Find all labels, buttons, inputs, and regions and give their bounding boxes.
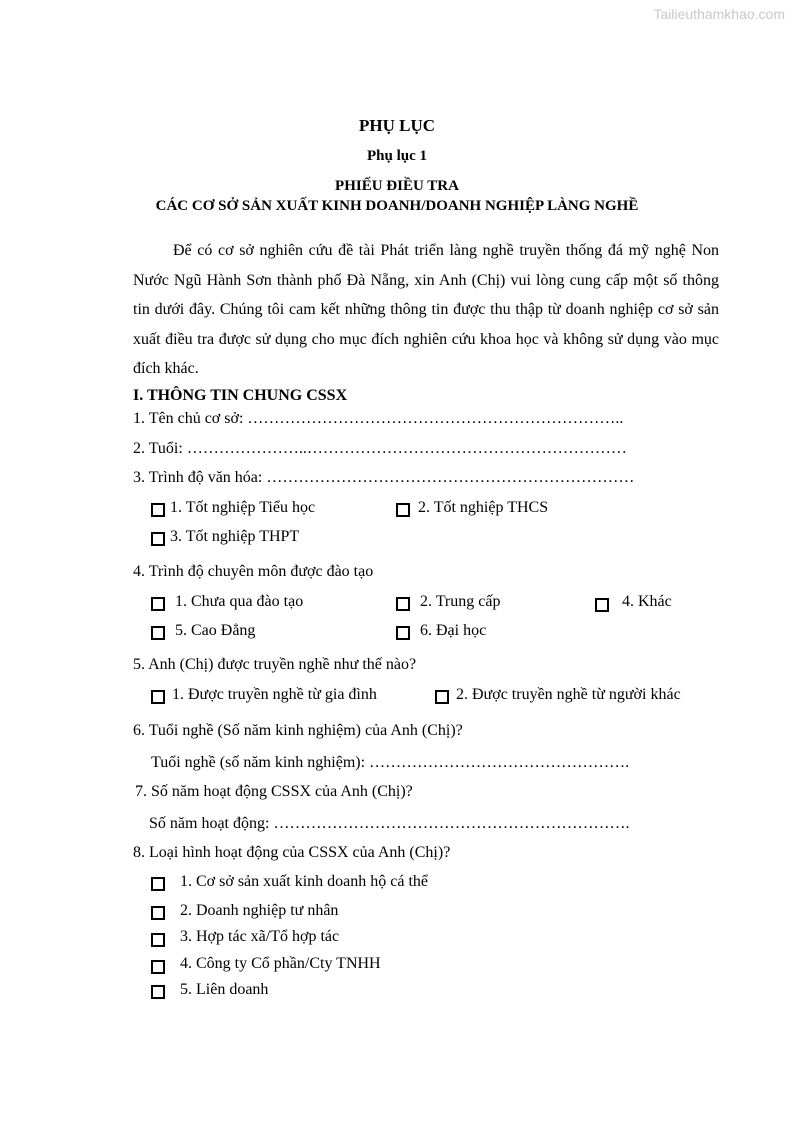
- option-label: 4. Công ty Cổ phần/Cty TNHH: [180, 955, 381, 972]
- checkbox-high-school[interactable]: [151, 532, 165, 546]
- intro-paragraph: Để có cơ sở nghiên cứu đề tài Phát triển làng nghề truyền thống đá mỹ nghệ Non Nước Ngũ Hành Sơn thành phố Đà Nẵng, xin Anh (Chị) vui lòng cung cấp một số thông tin dưới đây. Chúng tôi cam kết những thông tin được thu thập từ doanh nghiệp cơ sở sản xuất điều tra được sử dụng cho mục đích nghiên cứu khoa học và không sử dụng vào mục đích khác.: [133, 242, 719, 377]
- checkbox-joint-venture[interactable]: [151, 985, 165, 999]
- question-professional-training: 4. Trình độ chuyên môn được đào tạo: [133, 563, 374, 580]
- checkbox-other[interactable]: [595, 598, 609, 612]
- option-label: 6. Đại học: [420, 622, 487, 639]
- checkbox-from-others[interactable]: [435, 690, 449, 704]
- question-business-type: 8. Loại hình hoạt động của CSSX của Anh (Chị)?: [133, 844, 451, 861]
- option-label: 4. Khác: [622, 593, 672, 610]
- checkbox-college[interactable]: [151, 626, 165, 640]
- option-label: 2. Doanh nghiệp tư nhân: [180, 902, 339, 919]
- option-label: 3. Tốt nghiệp THPT: [170, 528, 300, 545]
- question-owner-name: 1. Tên chủ cơ sở: ……………………………………………………………..: [133, 410, 624, 427]
- checkbox-primary-school[interactable]: [151, 503, 165, 517]
- checkbox-joint-stock-company[interactable]: [151, 960, 165, 974]
- option-label: 3. Hợp tác xã/Tổ hợp tác: [180, 928, 340, 945]
- option-label: 2. Tốt nghiệp THCS: [418, 499, 549, 516]
- checkbox-untrained[interactable]: [151, 597, 165, 611]
- answer-years-operation-line[interactable]: Số năm hoạt động: ………………………………………………………….: [149, 815, 630, 832]
- checkbox-secondary-school[interactable]: [396, 503, 410, 517]
- option-label: 1. Cơ sở sản xuất kinh doanh hộ cá thể: [180, 873, 428, 890]
- watermark: Tailieuthamkhao.com: [653, 6, 785, 22]
- appendix-subtitle: Phụ lục 1: [366, 148, 427, 164]
- checkbox-cooperative[interactable]: [151, 933, 165, 947]
- question-age: 2. Tuổi: …………………..……………………………………………………: [133, 440, 627, 457]
- form-title-line2: CÁC CƠ SỞ SẢN XUẤT KINH DOANH/DOANH NGHIỆP LÀNG NGHỀ: [155, 198, 639, 214]
- form-title-line1: PHIẾU ĐIỀU TRA: [335, 178, 459, 194]
- option-label: 1. Chưa qua đào tạo: [175, 593, 304, 610]
- option-label: 5. Liên doanh: [180, 981, 269, 998]
- checkbox-vocational[interactable]: [396, 597, 410, 611]
- question-craft-transfer: 5. Anh (Chị) được truyền nghề như thế nào?: [133, 656, 417, 673]
- page-title: PHỤ LỤC: [358, 116, 436, 135]
- checkbox-private-enterprise[interactable]: [151, 906, 165, 920]
- question-experience: 6. Tuổi nghề (Số năm kinh nghiệm) của Anh (Chị)?: [133, 722, 463, 739]
- question-education: 3. Trình độ văn hóa: ……………………………………………………………: [133, 469, 635, 486]
- checkbox-household-business[interactable]: [151, 877, 165, 891]
- option-label: 1. Được truyền nghề từ gia đình: [172, 686, 377, 703]
- answer-experience-line[interactable]: Tuổi nghề (số năm kinh nghiệm): ………………………………………….: [151, 754, 630, 771]
- checkbox-university[interactable]: [396, 626, 410, 640]
- option-label: 5. Cao Đẳng: [175, 622, 256, 639]
- option-label: 2. Trung cấp: [420, 593, 501, 610]
- section-heading: I. THÔNG TIN CHUNG CSSX: [133, 387, 348, 404]
- option-label: 1. Tốt nghiệp Tiểu học: [170, 499, 316, 516]
- checkbox-from-family[interactable]: [151, 690, 165, 704]
- option-label: 2. Được truyền nghề từ người khác: [456, 686, 681, 703]
- question-years-operation: 7. Số năm hoạt động CSSX của Anh (Chị)?: [135, 783, 413, 800]
